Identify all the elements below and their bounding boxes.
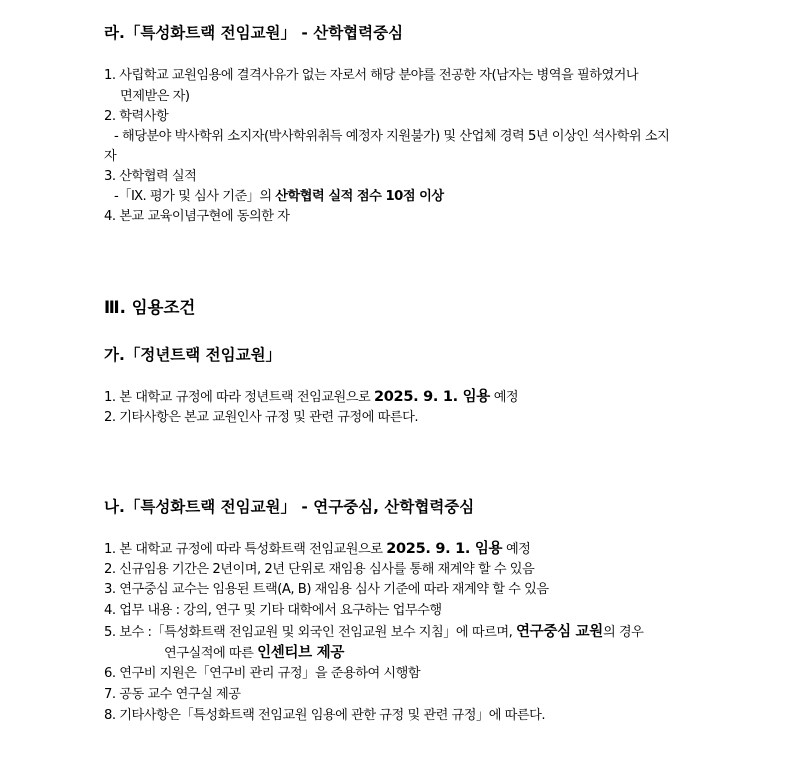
na-item-7: 7. 공동 교수 연구실 제공 bbox=[104, 687, 241, 702]
section-na-heading: 나.「특성화트랙 전임교원」 - 연구중심, 산학협력중심 bbox=[104, 498, 475, 516]
ra-item-1-cont: 면제받은 자) bbox=[120, 89, 190, 104]
ra-item-2-detail: - 해당분야 박사학위 소지자(박사학위취득 예정자 지원불가) 및 산업체 경력 5년 이상인 석사학위 소지 bbox=[114, 129, 670, 144]
na-item-5-cont bbox=[164, 643, 344, 664]
na-item-3: 3. 연구중심 교수는 임용된 트랙(A, B) 재임용 심사 기준에 따라 재계약 할 수 있음 bbox=[104, 582, 549, 597]
ga-item-1 bbox=[104, 387, 518, 408]
na-item-1-date: 2025. 9. 1. 임용 bbox=[386, 541, 503, 557]
ra-item-4: 4. 본교 교육이념구현에 동의한 자 bbox=[104, 209, 290, 224]
na-item-8: 8. 기타사항은「특성화트랙 전임교원 임용에 관한 규정 및 관련 규정」에 따른다. bbox=[104, 708, 546, 723]
section-ra-heading: 라.「특성화트랙 전임교원」 - 산학협력중심 bbox=[104, 24, 404, 42]
ra-item-3-detail bbox=[114, 187, 444, 207]
ga-item-1-suffix: 예정 bbox=[490, 390, 519, 405]
na-item-5-prefix: 5. 보수 :「특성화트랙 전임교원 및 외국인 전임교원 보수 지침」에 따르며, bbox=[104, 625, 516, 640]
na-item-1-prefix: 1. 본 대학교 규정에 따라 특성화트랙 전임교원으로 bbox=[104, 542, 387, 557]
ra-item-2: 2. 학력사항 bbox=[104, 109, 169, 124]
na-item-5-bold: 연구중심 교원 bbox=[515, 624, 603, 640]
na-item-5 bbox=[104, 622, 643, 643]
na-item-1-suffix: 예정 bbox=[502, 542, 531, 557]
section-ga-heading: 가.「정년트랙 전임교원」 bbox=[104, 346, 282, 364]
na-item-2: 2. 신규임용 기간은 2년이며, 2년 단위로 재임용 심사를 통해 재계약 할 수 있음 bbox=[104, 562, 535, 577]
ga-item-2: 2. 기타사항은 본교 교원인사 규정 및 관련 규정에 따른다. bbox=[104, 410, 419, 425]
na-item-1 bbox=[104, 539, 530, 560]
ra-item-1: 1. 사립학교 교원임용에 결격사유가 없는 자로서 해당 분야를 전공한 자(남자는 병역을 필하였거나 bbox=[104, 68, 639, 83]
na-item-5-cont-prefix: 연구실적에 따른 bbox=[164, 646, 258, 661]
ra-item-3-detail-bold: 산학협력 실적 점수 10점 이상 bbox=[275, 189, 444, 204]
ra-item-2-detail-cont: 자 bbox=[104, 149, 117, 164]
na-item-5-suffix: 의 경우 bbox=[602, 625, 644, 640]
na-item-6: 6. 연구비 지원은「연구비 관리 규정」을 준용하여 시행함 bbox=[104, 666, 421, 681]
ga-item-1-date: 2025. 9. 1. 임용 bbox=[373, 389, 490, 405]
section-3-title: Ⅲ. 임용조건 bbox=[104, 298, 196, 317]
ga-item-1-prefix: 1. 본 대학교 규정에 따라 정년트랙 전임교원으로 bbox=[104, 390, 374, 405]
ra-item-3: 3. 산학협력 실적 bbox=[104, 169, 197, 184]
na-item-5-cont-bold: 인센티브 제공 bbox=[257, 645, 345, 661]
na-item-4: 4. 업무 내용 : 강의, 연구 및 기타 대학에서 요구하는 업무수행 bbox=[104, 603, 442, 618]
ra-item-3-detail-prefix: -「Ⅸ. 평가 및 심사 기준」의 bbox=[114, 189, 276, 204]
